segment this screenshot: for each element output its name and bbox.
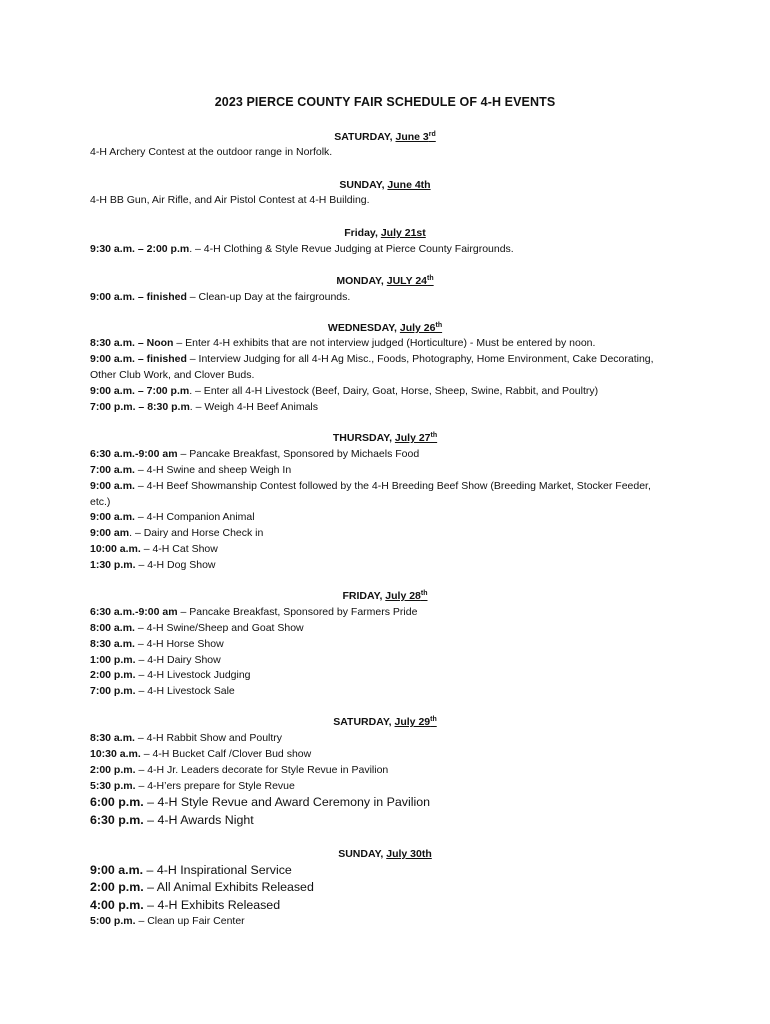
event-line: 4-H BB Gun, Air Rifle, and Air Pistol Contest at 4-H Building. bbox=[90, 194, 370, 206]
event-line: 2:00 p.m. – All Animal Exhibits Released bbox=[90, 880, 314, 894]
day-heading-friday-july-21: Friday, July 21st bbox=[344, 227, 426, 239]
day-date: July 27th bbox=[394, 432, 438, 444]
event-line: 9:00 a.m. – finished – Interview Judging for all 4-H Ag Misc., Foods, Photography, Home Environment, Cake Decorating, Other Club Work, and Clover Buds. bbox=[90, 353, 654, 381]
day-heading-saturday-july: SATURDAY, July 29th bbox=[333, 716, 437, 728]
event-line: 1:00 p.m. – 4-H Dairy Show bbox=[90, 654, 221, 666]
event-line: 2:00 p.m. – 4-H Jr. Leaders decorate for Style Revue in Pavilion bbox=[90, 764, 389, 776]
day-date: June 3rd bbox=[395, 131, 436, 143]
day-date: July 21st bbox=[380, 227, 426, 239]
event-line: 8:00 a.m. – 4-H Swine/Sheep and Goat Show bbox=[90, 622, 304, 634]
day-heading-wednesday: WEDNESDAY, July 26th bbox=[327, 322, 443, 334]
event-line: 6:30 a.m.-9:00 am – Pancake Breakfast, Sponsored by Michaels Food bbox=[90, 448, 420, 460]
event-line: 8:30 a.m. – Noon – Enter 4-H exhibits that are not interview judged (Horticulture) - Must be entered by noon. bbox=[90, 337, 596, 349]
day-date: July 29th bbox=[394, 716, 437, 728]
event-line: 10:00 a.m. – 4-H Cat Show bbox=[90, 543, 218, 555]
event-line: 6:30 p.m. – 4-H Awards Night bbox=[90, 813, 254, 827]
day-heading-sunday-july: SUNDAY, July 30th bbox=[338, 848, 432, 860]
event-line: 7:00 a.m. – 4-H Swine and sheep Weigh In bbox=[90, 464, 292, 476]
event-line: 6:00 p.m. – 4-H Style Revue and Award Ceremony in Pavilion bbox=[90, 795, 430, 809]
event-line: 4-H Archery Contest at the outdoor range in Norfolk. bbox=[90, 146, 333, 158]
event-line: 7:00 p.m. – 8:30 p.m. – Weigh 4-H Beef Animals bbox=[90, 401, 318, 413]
event-line: 9:00 am. – Dairy and Horse Check in bbox=[90, 527, 264, 539]
event-line: 9:00 a.m. – 4-H Companion Animal bbox=[90, 511, 255, 523]
event-line: 5:00 p.m. – Clean up Fair Center bbox=[90, 915, 245, 927]
page-title: 2023 PIERCE COUNTY FAIR SCHEDULE OF 4-H EVENTS bbox=[214, 95, 556, 109]
event-line: 10:30 a.m. – 4-H Bucket Calf /Clover Bud show bbox=[90, 748, 312, 760]
event-line: 6:30 a.m.-9:00 am – Pancake Breakfast, Sponsored by Farmers Pride bbox=[90, 606, 418, 618]
day-heading-friday-july-28: FRIDAY, July 28th bbox=[342, 590, 428, 602]
event-line: 9:00 a.m. – 4-H Inspirational Service bbox=[90, 863, 292, 877]
event-line: 4:00 p.m. – 4-H Exhibits Released bbox=[90, 898, 281, 912]
day-heading-thursday: THURSDAY, July 27th bbox=[332, 432, 438, 444]
day-date: June 4th bbox=[387, 179, 431, 191]
event-line: 7:00 p.m. – 4-H Livestock Sale bbox=[90, 685, 235, 697]
day-date: July 30th bbox=[386, 848, 432, 860]
day-date: July 28th bbox=[385, 590, 428, 602]
event-line: 2:00 p.m. – 4-H Livestock Judging bbox=[90, 669, 251, 681]
event-line: 9:30 a.m. – 2:00 p.m. – 4-H Clothing & Style Revue Judging at Pierce County Fairgrounds. bbox=[90, 243, 514, 255]
event-line: 5:30 p.m. – 4-H’ers prepare for Style Revue bbox=[90, 780, 295, 792]
event-line: 1:30 p.m. – 4-H Dog Show bbox=[90, 559, 216, 571]
event-line: 9:00 a.m. – 4-H Beef Showmanship Contest followed by the 4-H Breeding Beef Show (Breeding Market, Stocker Feeder, etc.) bbox=[90, 480, 651, 508]
day-heading-saturday-june: SATURDAY, June 3rd bbox=[334, 131, 436, 143]
event-line: 9:00 a.m. – 7:00 p.m. – Enter all 4-H Livestock (Beef, Dairy, Goat, Horse, Sheep, Swine, Rabbit, and Poultry) bbox=[90, 385, 599, 397]
day-heading-monday: MONDAY, JULY 24th bbox=[336, 275, 434, 287]
day-date: JULY 24th bbox=[386, 275, 434, 287]
event-line: 8:30 a.m. – 4-H Horse Show bbox=[90, 638, 224, 650]
day-heading-sunday-june: SUNDAY, June 4th bbox=[339, 179, 431, 191]
event-line: 9:00 a.m. – finished – Clean-up Day at the fairgrounds. bbox=[90, 291, 351, 303]
day-date: July 26th bbox=[399, 322, 443, 334]
event-line: 8:30 a.m. – 4-H Rabbit Show and Poultry bbox=[90, 732, 283, 744]
